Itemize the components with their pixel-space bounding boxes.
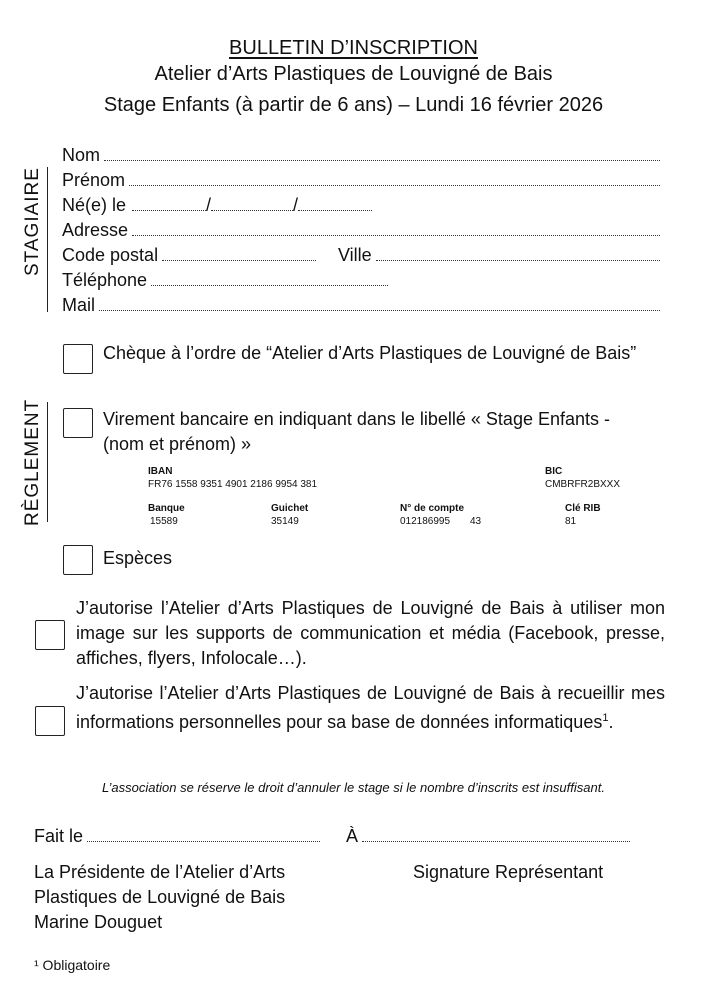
nom-label: Nom (62, 145, 101, 165)
virement-checkbox[interactable] (63, 408, 93, 438)
prenom-label: Prénom (62, 170, 126, 190)
data-consent-checkbox[interactable] (35, 706, 65, 736)
cheque-option-label: Chèque à l’ordre de “Atelier d’Arts Plastiques de Louvigné de Bais” (103, 343, 637, 363)
ville-field[interactable] (338, 244, 660, 266)
reglement-section-label: RÈGLEMENT (22, 398, 43, 526)
birth-year-line[interactable] (298, 196, 372, 211)
compte-label: N° de compte (400, 503, 465, 514)
data-consent-main: J’autorise l’Atelier d’Arts Plastiques de Louvigné de Bais à recueillir mes informations personnelles pour sa base de données informatiques (76, 683, 665, 732)
birthdate-label: Né(e) le (62, 195, 127, 215)
fait-le-input-line[interactable] (87, 827, 320, 842)
compte-key-value: 43 (470, 516, 482, 527)
virement-option-label: Virement bancaire en indiquant dans le libellé « Stage Enfants - (nom et prénom) » (103, 409, 610, 454)
cle-rib-label: Clé RIB (565, 503, 601, 514)
iban-value: FR76 1558 9351 4901 2186 9954 381 (148, 479, 318, 490)
organization-name: Atelier d’Arts Plastiques de Louvigné de Bais (154, 63, 553, 85)
guichet-label: Guichet (271, 503, 309, 514)
representant-signature-label: Signature Représentant (413, 862, 604, 882)
code-postal-field[interactable] (62, 244, 316, 266)
mail-label: Mail (62, 295, 96, 315)
bic-value: CMBRFR2BXXX (545, 479, 621, 490)
nom-input-line[interactable] (104, 146, 660, 161)
ville-label: Ville (338, 245, 372, 265)
footnote-marker: 1 (602, 712, 609, 724)
adresse-label: Adresse (62, 220, 129, 240)
footnote: ¹ Obligatoire (34, 957, 111, 973)
cancellation-note: L’association se réserve le droit d’annuler le stage si le nombre d’inscrits est insuffisant. (102, 780, 605, 795)
prenom-input-line[interactable] (129, 171, 660, 186)
ville-input-line[interactable] (376, 246, 660, 261)
lieu-input-line[interactable] (362, 827, 630, 842)
event-title: Stage Enfants (à partir de 6 ans) – Lundi 16 février 2026 (103, 94, 604, 116)
date-separator: / (206, 195, 212, 215)
nom-field[interactable] (62, 144, 660, 166)
especes-checkbox[interactable] (63, 545, 93, 575)
date-separator: / (293, 195, 299, 215)
mail-field[interactable] (62, 294, 660, 316)
image-consent-checkbox[interactable] (35, 620, 65, 650)
birth-month-line[interactable] (211, 196, 293, 211)
prenom-field[interactable] (62, 169, 660, 191)
reglement-divider (47, 402, 48, 522)
presidente-line-1: La Présidente de l’Atelier d’Arts (34, 862, 286, 882)
image-consent-text: J’autorise l’Atelier d’Arts Plastiques de Louvigné de Bais à utiliser mon image sur les supports de communication et média (Facebook, presse, affiches, flyers, Infolocale…). (76, 598, 665, 668)
form-title: BULLETIN D’INSCRIPTION (229, 37, 478, 59)
especes-option-label: Espèces (103, 548, 173, 568)
data-consent-end: . (608, 712, 614, 732)
birthdate-field[interactable] (62, 194, 392, 216)
telephone-label: Téléphone (62, 270, 148, 290)
code-postal-input-line[interactable] (162, 246, 316, 261)
lieu-field[interactable] (346, 825, 630, 847)
guichet-value: 35149 (271, 516, 299, 527)
compte-value: 012186995 (400, 516, 451, 527)
banque-value: 15589 (150, 516, 178, 527)
presidente-line-2: Plastiques de Louvigné de Bais (34, 887, 286, 907)
fait-le-field[interactable] (34, 825, 320, 847)
lieu-label: À (346, 826, 359, 846)
cheque-checkbox[interactable] (63, 344, 93, 374)
data-consent-text (76, 681, 665, 735)
adresse-field[interactable] (62, 219, 660, 241)
stagiaire-divider (47, 167, 48, 312)
mail-input-line[interactable] (99, 296, 660, 311)
stagiaire-section-label: STAGIAIRE (22, 167, 43, 276)
birth-day-line[interactable] (132, 196, 206, 211)
bic-label: BIC (545, 466, 563, 477)
code-postal-label: Code postal (62, 245, 159, 265)
banque-label: Banque (148, 503, 185, 514)
adresse-input-line[interactable] (132, 221, 660, 236)
telephone-input-line[interactable] (151, 271, 388, 286)
fait-le-label: Fait le (34, 826, 84, 846)
telephone-field[interactable] (62, 269, 388, 291)
cle-rib-value: 81 (565, 516, 577, 527)
iban-label: IBAN (148, 466, 173, 477)
presidente-name: Marine Douguet (34, 912, 163, 932)
